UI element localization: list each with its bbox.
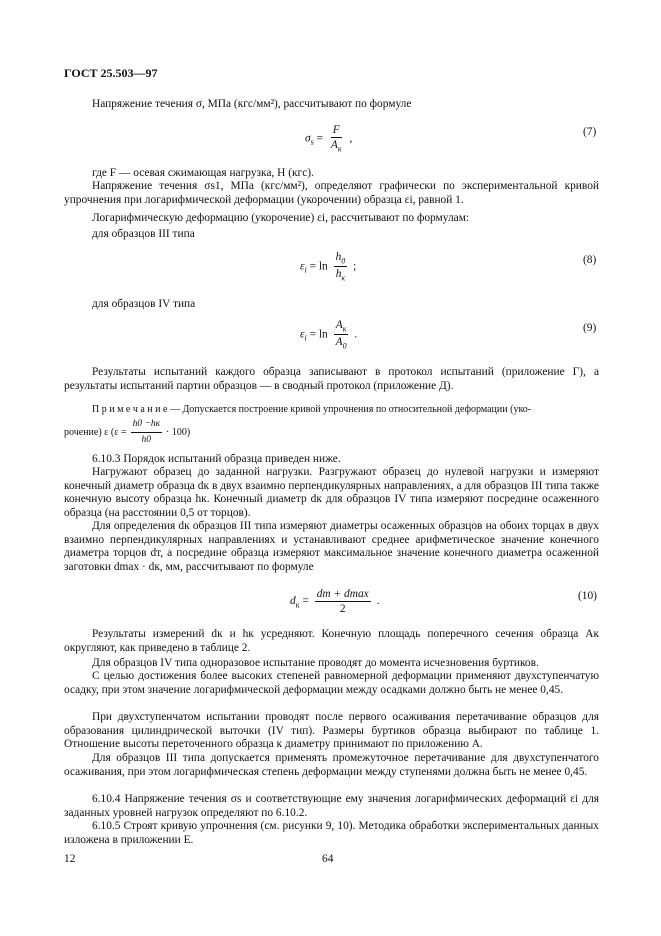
- eq10-lhs: d: [290, 595, 296, 608]
- paragraph-type-3: для образцов III типа: [92, 228, 195, 240]
- note-fraction-denominator: h0: [141, 435, 152, 445]
- eq10-numerator: dт + dmax: [316, 588, 369, 600]
- section-6-10-3: 6.10.3 Порядок испытаний образца приведен ниже.: [92, 453, 341, 465]
- note-text: — Допускается построение кривой упрочнения по относительной деформации (уко-: [167, 404, 532, 415]
- equation-10: $d_к$ = $\frac{dт + dmax}{2}$ .: [290, 588, 380, 615]
- note-line2-post: · 100): [166, 427, 191, 438]
- note-line2-pre: рочение) ε (ε =: [64, 427, 127, 438]
- paragraph-averaging: Результаты измерений dк и hк усредняют. Конечную площадь поперечного сечения образца Aк округляют, как приведено в таблице 2.: [64, 628, 599, 654]
- eq8-lhs-sub: i: [304, 265, 307, 275]
- eq8-numerator-sub: 0: [341, 256, 346, 266]
- eq8-denominator: h: [335, 268, 342, 281]
- eq7-tail: ,: [349, 132, 353, 145]
- equation-7: $\sigma_s$ = $\frac{F}{A_к}$ ,: [305, 124, 353, 154]
- eq7-numerator: F: [332, 124, 340, 136]
- section-6-10-4: 6.10.4 Напряжение течения σs и соответствующие ему значения логарифмических деформаций εi для заданных уровней нагрузок определяют по 6.10.2.: [64, 793, 599, 819]
- eq8-numerator: h: [335, 251, 342, 263]
- eq7-lhs-sub: s: [310, 137, 314, 147]
- equation-8-number: (8): [583, 254, 597, 266]
- paragraph-two-stage: С целью достижения более высоких степеней равномерной деформации применяют двухступенчатую осадку, при этом значение логарифмической деформации между осадками должно быть не менее 0,45.: [64, 670, 599, 696]
- paragraph-measure-diameters: Для определения dк образцов III типа измеряют диаметры осаженных образцов на обоих торцах в двух взаимно перпендикулярных направлениях и устанавливают среднее арифметическое значение конечного диаметра торцов dт, а посредине образца измеряют максимальное значение конечного диаметра осаженной заготовки dmax · dк, мм, рассчитывают по формуле: [64, 520, 599, 573]
- note-label: П р и м е ч а н и е: [92, 404, 168, 415]
- paragraph-loading: Нагружают образец до заданной нагрузки. Разгружают образец до нулевой нагрузки и измеряют конечный диаметр образца dк в двух взаимно перпендикулярных направлениях, а для образцов III типа также конечную высоту образца hк. Конечный диаметр dк для образцов IV типа измеряют посредине осаженного образца (на расстоянии 0,5 от торцов).: [64, 466, 599, 519]
- equation-9-number: (9): [583, 322, 597, 334]
- eq9-function: = ln: [309, 328, 328, 341]
- eq10-fraction: [315, 588, 371, 615]
- equation-7-number: (7): [583, 126, 597, 138]
- eq9-numerator-sub: к: [342, 324, 347, 334]
- equation-9: [300, 319, 357, 351]
- footer-page-left: 12: [64, 853, 76, 865]
- paragraph-where: где F — осевая сжимающая нагрузка, Н (кгс).: [92, 167, 314, 179]
- paragraph-results-protocol: Результаты испытаний каждого образца записывают в протокол испытаний (приложение Г), а результаты испытаний партии образцов — в сводный протокол (приложение Д).: [64, 366, 599, 392]
- note-line-1: [92, 403, 531, 416]
- eq9-tail: .: [354, 328, 358, 341]
- note-line-2: [64, 418, 190, 447]
- note-fraction: [131, 418, 162, 447]
- eq10-tail: .: [376, 595, 380, 608]
- equation-8: [300, 251, 356, 283]
- paragraph-type-4: для образцов IV типа: [92, 298, 196, 310]
- note-fraction-numerator: h0 −hк: [131, 418, 162, 433]
- eq7-fraction: [329, 124, 344, 153]
- paragraph-type-4-single: Для образцов IV типа одноразовое испытание проводят до момента исчезновения буртиков.: [92, 657, 539, 669]
- eq8-function: = ln: [309, 260, 328, 273]
- eq10-denominator: 2: [339, 603, 346, 615]
- eq8-denominator-sub: к: [341, 273, 346, 283]
- eq8-fraction: [334, 251, 348, 283]
- eq9-denominator-sub: 0: [342, 341, 347, 351]
- footer-page-center: 64: [322, 853, 334, 865]
- paragraph-flow-stress-graphic: Напряжение течения σs1, МПа (кгс/мм²), определяют графически по экспериментальной кривой упрочнения при логарифмической деформации (укорочении) образца εi, равной 1.: [64, 180, 599, 206]
- section-6-10-5: 6.10.5 Строят кривую упрочнения (см. рисунки 9, 10). Методика обработки экспериментальных данных изложена в приложении Е.: [64, 820, 599, 846]
- eq9-numerator: A: [335, 319, 343, 331]
- eq8-tail: ;: [353, 260, 357, 273]
- equation-10-number: (10): [578, 590, 597, 602]
- document-header: ГОСТ 25.503—97: [64, 66, 158, 80]
- paragraph-flow-stress-formula: Напряжение течения σ, МПа (кгс/мм²), рассчитывают по формуле: [92, 98, 412, 110]
- paragraph-log-deformation: Логарифмическую деформацию (укорочение) εi, рассчитывают по формулам:: [92, 212, 470, 224]
- eq7-denominator: A: [330, 139, 338, 151]
- eq7-denominator-sub: к: [337, 144, 342, 154]
- eq8-lhs: ε: [300, 260, 305, 273]
- paragraph-two-stage-test: При двухступенчатом испытании проводят после первого осаживания перетачивание образцов для образования цилиндрической выточки (IV тип). Размеры буртиков образца выбирают по таблице 1. Отношение высоты переточенного образца к диаметру принимают по приложению А.: [64, 711, 599, 751]
- eq10-lhs-sub: к: [295, 600, 300, 610]
- eq7-lhs: σ: [305, 132, 311, 145]
- eq9-lhs-sub: i: [304, 333, 307, 343]
- eq9-lhs: ε: [300, 328, 305, 341]
- eq9-fraction: [334, 319, 349, 351]
- eq9-denominator: A: [335, 336, 343, 349]
- paragraph-type-3-intermediate: Для образцов III типа допускается применять промежуточное перетачивание для двухступенчатого осаживания, при этом логарифмическая степень деформации между ступенями должна быть не менее 0,45.: [64, 752, 599, 778]
